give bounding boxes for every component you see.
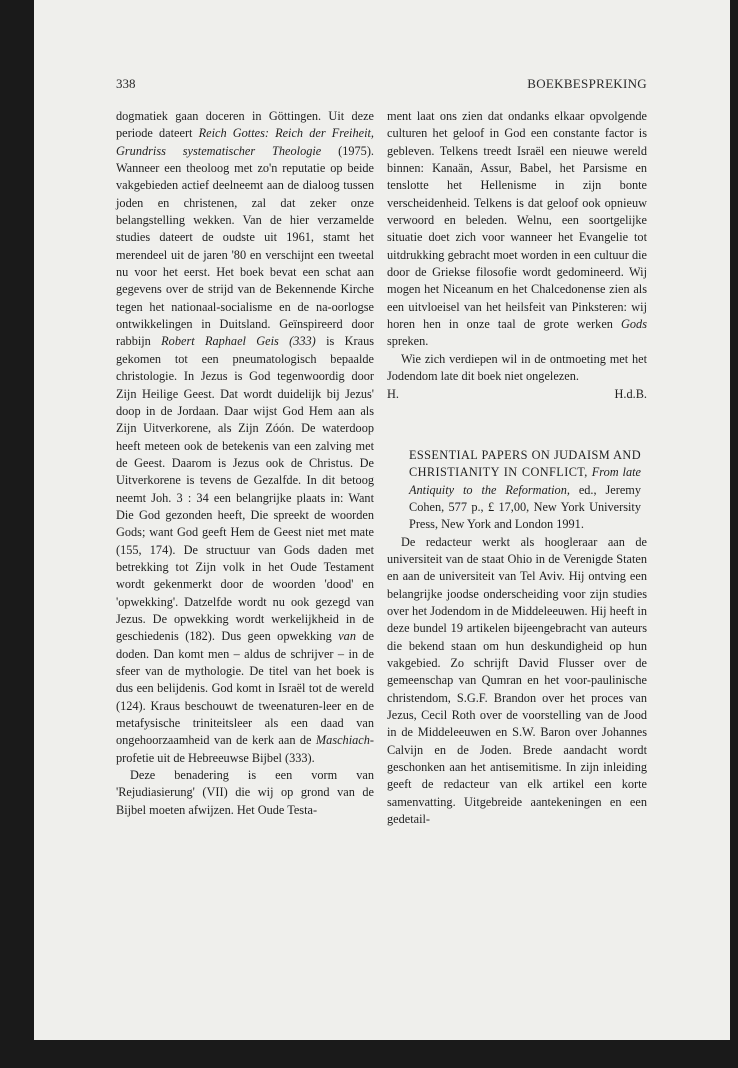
right-column bbox=[387, 108, 647, 828]
signature-left: H. bbox=[387, 386, 399, 401]
page-number: 338 bbox=[116, 76, 136, 91]
signature bbox=[387, 386, 647, 403]
paragraph: De redacteur werkt als hoogleraar aan de universiteit van de staat Ohio in de Verenigde Staten en aan de universiteit van Tel Aviv. Hij ontving een belangrijke joodse onderscheiding voor zijn studies over het Jodendom in de Middeleeuwen. Hij heeft in deze bundel 19 artikelen bijeengebracht van auteurs die bekend staan om hun deskundigheid op hun vakgebied. Zo schrijft David Flusser over de gemeenschap van Qumran en het voor-paulinische christendom, S.G.F. Brandon over het proces van Jezus, Cecil Roth over de voorstelling van de Jood in de Middeleeuwen en S.W. Baron over Johannes Calvijn en de Joden. Brede aandacht wordt geschonken aan het antisemitisme. In zijn inleiding geeft de redacteur van elk artikel een korte samenvatting. Uitgebreide aantekeningen en een gedetail- bbox=[387, 534, 647, 827]
review-book-title: ESSENTIAL PAPERS ON JUDAISM AND CHRISTIANITY IN CONFLICT, bbox=[409, 447, 641, 480]
book-page bbox=[34, 0, 730, 1040]
paragraph: Wie zich verdiepen wil in de ontmoeting met het Jodendom late dit boek niet ongelezen. bbox=[387, 351, 647, 384]
review-book-subtitle: From late Antiquity to the Reformation, bbox=[409, 465, 641, 497]
paragraph: dogmatiek gaan doceren in Göttingen. Uit deze periode dateert Reich Gottes: Reich der Freiheit, Grundriss systematischer Theologie (1975). Wanneer een theoloog met zo'n reputatie op beide vakgebieden actief deelneemt aan de dialoog tussen joden en christenen, zal dat zeker onze belangstelling wekken. Van de hier verzamelde studies dateert de oudste uit 1961, stamt het merendeel uit de jaren '80 en verschijnt een tweetal nu voor het eerst. Het boek bevat een schat aan gegevens over de strijd van de Bekennende Kirche tegen het nationaal-socialisme en de na-oorlogse ontwikkelingen in Duitsland. Geïnspireerd door rabbijn Robert Raphael Geis (333) is Kraus gekomen tot een pneumatologisch bepaalde christologie. In Jezus is God tegenwoordig door Zijn Heilige Geest. Dat wordt duidelijk bij Jezus' doop in de Jordaan. Daar wijst God Hem aan als Zijn Uitverkorene, als Zijn Zóón. De waterdoop heeft meteen ook de betekenis van een zalving met de Geest. Daarom is Jezus ook de Christus. De Uitverkorene is tevens de Gezalfde. In dit betoog neemt Joh. 3 : 34 een belangrijke plaats in: Want Die God gezonden heeft, Die spreekt de woorden Gods; want God geeft Hem de Geest niet met mate (155, 174). De structuur van Gods daden met betrekking tot Zijn volk in het Oude Testament wordt gekenmerkt door de woorden 'dood' en 'opwekking'. Datzelfde wordt nu ook gezegd van Jezus. De opwekking wordt werkelijkheid in de geschiedenis (182). Dus geen opwekking van de doden. Dan komt men – aldus de schrijver – in de sfeer van de mythologie. De titel van het boek is dus een belijdenis. God komt in Israël tot de wereld (124). Kraus beschouwt de tweenaturen-leer en de metafysische triniteitsleer als een daad van ongehoorzaamheid van de kerk aan de Maschiach-profetie uit de Hebreeuwse Bijbel (333). bbox=[116, 109, 375, 765]
person-name: Robert Raphael Geis (333) bbox=[161, 334, 316, 349]
book-title-reich-gottes: Reich Gottes: Reich der Freiheit, Grundriss systematischer Theologie bbox=[116, 126, 374, 158]
review-book-details: ed., Jeremy Cohen, 577 p., £ 17,00, New York University Press, New York and London 1991. bbox=[409, 482, 641, 532]
signature-right: H.d.B. bbox=[614, 386, 647, 401]
left-column bbox=[116, 108, 374, 819]
running-title: BOEKBESPREKING bbox=[527, 76, 647, 91]
paragraph: ment laat ons zien dat ondanks elkaar opvolgende culturen het geloof in God een constante factor is gebleven. Telkens treedt Israël een nieuwe wereld binnen: Kanaän, Assur, Babel, het Parsisme en tenslotte het Hellenisme in zijn bonte verscheidenheid. Telkens is dat geloof ook opnieuw verwoord en beleden. Welnu, een soortgelijke situatie doet zich voor wanneer het Evangelie tot uitdrukking gebracht moet worden in een cultuur die door de Griekse filosofie wordt gedomineerd. Wij mogen het Niceanum en het Chalcedonense zien als een uitvloeisel van het heilsfeit van Pinksteren: wij horen hen in onze taal de grote werken Gods spreken. bbox=[387, 109, 647, 349]
paragraph: Deze benadering is een vorm van 'Rejudiasierung' (VII) die wij op grond van de Bijbel moeten afwijzen. Het Oude Testa- bbox=[116, 768, 374, 817]
running-head bbox=[116, 76, 647, 96]
review-heading bbox=[387, 447, 647, 534]
